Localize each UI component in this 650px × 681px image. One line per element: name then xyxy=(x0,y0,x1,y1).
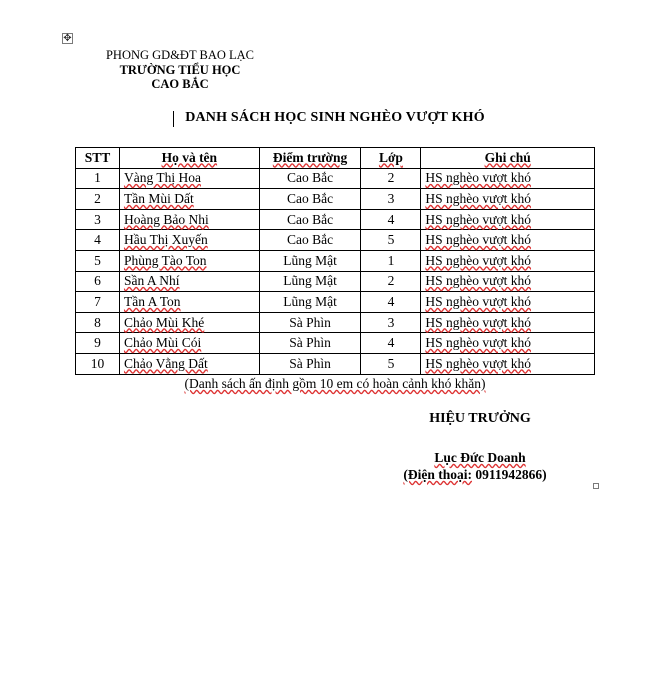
column-header-name: Họ và tên xyxy=(119,148,259,169)
cell-grade: 5 xyxy=(361,230,421,251)
cell-note: HS nghèo vượt khó xyxy=(421,209,595,230)
cell-grade: 5 xyxy=(361,353,421,374)
cell-name: Sần A Nhí xyxy=(119,271,259,292)
cell-stt: 9 xyxy=(76,333,120,354)
cell-stt: 5 xyxy=(76,250,120,271)
cell-grade: 1 xyxy=(361,250,421,271)
cell-name: Vàng Thị Hoa xyxy=(119,168,259,189)
cell-note: HS nghèo vượt khó xyxy=(421,333,595,354)
phone-number: 0911942866) xyxy=(475,467,547,482)
cell-school: Cao Bắc xyxy=(259,209,361,230)
phone-label: (Điện thoại: xyxy=(403,467,472,482)
cell-stt: 6 xyxy=(76,271,120,292)
signature-block xyxy=(400,449,560,483)
cell-grade: 2 xyxy=(361,271,421,292)
table-row xyxy=(76,209,595,230)
cell-name: Chảo Vằng Dất xyxy=(119,353,259,374)
signatory-role: HIỆU TRƯỞNG xyxy=(429,411,531,426)
cell-grade: 3 xyxy=(361,189,421,210)
cell-grade: 4 xyxy=(361,333,421,354)
column-header-stt: STT xyxy=(76,148,120,169)
school-place: CAO BẮC xyxy=(151,77,209,91)
cell-note: HS nghèo vượt khó xyxy=(421,292,595,313)
cell-stt: 7 xyxy=(76,292,120,313)
table-move-handle-icon[interactable]: ✥ xyxy=(63,33,72,44)
cell-name: Hoàng Bảo Nhi xyxy=(119,209,259,230)
cell-school: Sà Phìn xyxy=(259,353,361,374)
cell-school: Sà Phìn xyxy=(259,312,361,333)
school-name: TRƯỜNG TIỂU HỌC xyxy=(119,62,241,77)
signatory-name: Lục Đức Doanh xyxy=(434,450,526,465)
cell-note: HS nghèo vượt khó xyxy=(421,353,595,374)
cell-school: Lũng Mật xyxy=(259,292,361,313)
cell-school: Cao Bắc xyxy=(259,189,361,210)
cell-stt: 1 xyxy=(76,168,120,189)
table-resize-handle-icon[interactable] xyxy=(593,483,599,489)
cell-stt: 10 xyxy=(76,353,120,374)
cell-note: HS nghèo vượt khó xyxy=(421,250,595,271)
cell-note: HS nghèo vượt khó xyxy=(421,230,595,251)
cell-note: HS nghèo vượt khó xyxy=(421,312,595,333)
document-title: DANH SÁCH HỌC SINH NGHÈO VƯỢT KHÓ xyxy=(185,110,485,125)
cell-stt: 2 xyxy=(76,189,120,210)
table-row xyxy=(76,292,595,313)
column-header-school: Điểm trường xyxy=(259,148,361,169)
cell-name: Hầu Thị Xuyến xyxy=(119,230,259,251)
table-row xyxy=(76,333,595,354)
table-row xyxy=(76,271,595,292)
cell-name: Chảo Mùi Cói xyxy=(119,333,259,354)
cell-school: Lũng Mật xyxy=(259,271,361,292)
table-row xyxy=(76,250,595,271)
cell-stt: 3 xyxy=(76,209,120,230)
cell-grade: 4 xyxy=(361,292,421,313)
cell-school: Sà Phìn xyxy=(259,333,361,354)
cell-grade: 4 xyxy=(361,209,421,230)
column-header-grade: Lớp xyxy=(361,148,421,169)
cell-note: HS nghèo vượt khó xyxy=(421,189,595,210)
cell-note: HS nghèo vượt khó xyxy=(421,271,595,292)
table-caption xyxy=(75,376,595,392)
cell-stt: 4 xyxy=(76,230,120,251)
document-header xyxy=(60,48,300,92)
cell-name: Tần A Ton xyxy=(119,292,259,313)
cell-name: Tần Mùi Dất xyxy=(119,189,259,210)
table-row xyxy=(76,353,595,374)
caption-text: (Danh sách ấn định gồm 10 em có hoàn cảnh khó khăn) xyxy=(184,376,486,391)
cell-stt: 8 xyxy=(76,312,120,333)
cell-school: Cao Bắc xyxy=(259,168,361,189)
cell-name: Chảo Mùi Khé xyxy=(119,312,259,333)
table-row xyxy=(76,230,595,251)
cell-school: Lũng Mật xyxy=(259,250,361,271)
table-row xyxy=(76,168,595,189)
cell-note: HS nghèo vượt khó xyxy=(421,168,595,189)
table-row xyxy=(76,312,595,333)
signatory-phone xyxy=(390,466,560,483)
students-table xyxy=(75,147,595,375)
table-row xyxy=(76,189,595,210)
department-name: PHONG GD&ĐT BAO LẠC xyxy=(105,48,255,62)
cell-grade: 3 xyxy=(361,312,421,333)
table-header-row xyxy=(76,148,595,169)
cell-name: Phùng Tào Ton xyxy=(119,250,259,271)
cell-grade: 2 xyxy=(361,168,421,189)
cell-school: Cao Bắc xyxy=(259,230,361,251)
column-header-note: Ghi chú xyxy=(421,148,595,169)
